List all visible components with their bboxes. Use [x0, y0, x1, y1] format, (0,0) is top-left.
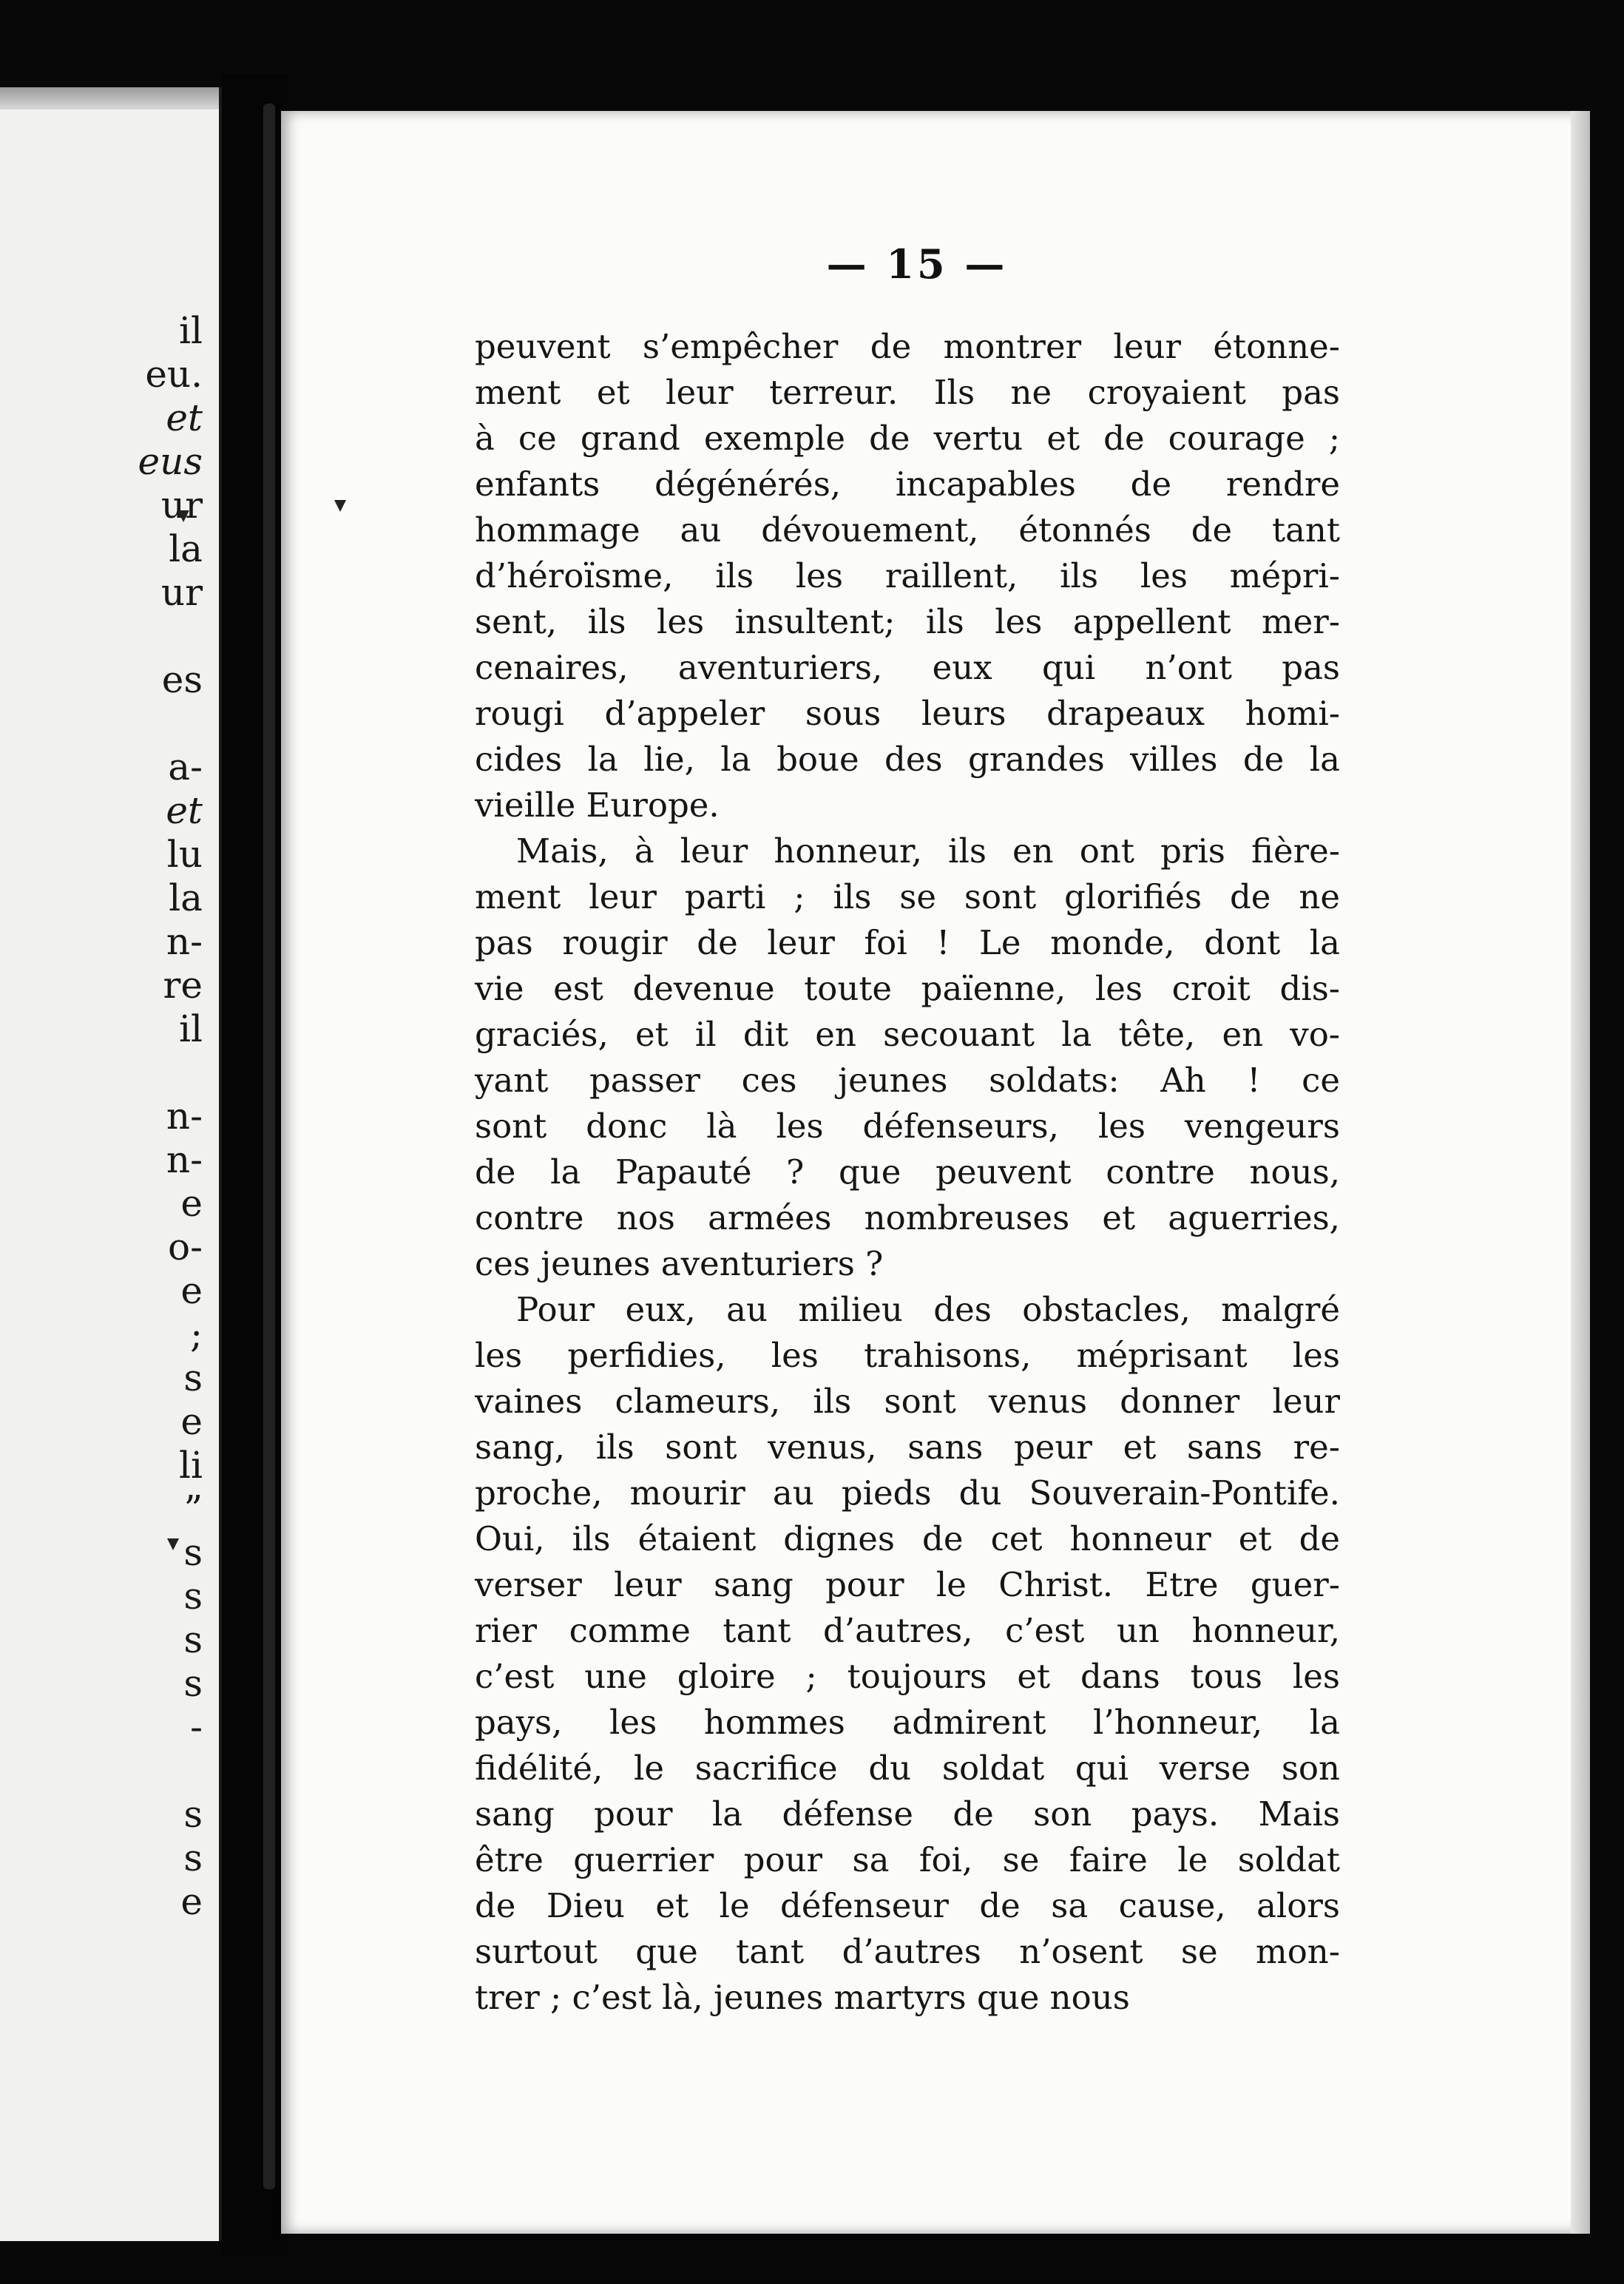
previous-page-line-fragment: s	[183, 1356, 203, 1399]
text-line: ment leur parti ; ils se sont glorifiés de ne	[475, 877, 1340, 916]
text-line: sont donc là les défenseurs, les vengeurs	[475, 1106, 1340, 1146]
text-line: pays, les hommes admirent l’honneur, la	[475, 1703, 1340, 1742]
previous-page-line-fragment: s	[183, 1837, 203, 1879]
book-gutter	[222, 74, 288, 2256]
text-line: être guerrier pour sa foi, se faire le soldat	[475, 1840, 1340, 1879]
page-edge	[0, 87, 219, 109]
previous-page-line-fragment: ur	[160, 484, 203, 527]
binding-mark	[167, 1538, 179, 1550]
previous-page-line-fragment: e	[180, 1400, 203, 1443]
text-line: proche, mourir au pieds du Souverain-Pontife.	[475, 1473, 1340, 1513]
previous-page-line-fragment: lu	[166, 833, 203, 876]
text-line: rougi d’appeler sous leurs drapeaux homi-	[475, 694, 1340, 733]
previous-page-line-fragment: s	[183, 1575, 203, 1618]
text-line: de Dieu et le défenseur de sa cause, alors	[475, 1886, 1340, 1925]
previous-page-line-fragment: s	[183, 1662, 203, 1705]
text-line: cides la lie, la boue des grandes villes de la	[475, 740, 1340, 779]
paragraph	[475, 1287, 1340, 2021]
text-line: vieille Europe.	[475, 785, 720, 825]
text-line: vaines clameurs, ils sont venus donner leur	[475, 1382, 1340, 1421]
page-right-edge	[1571, 111, 1590, 2234]
previous-page-line-fragment: li	[179, 1444, 203, 1487]
page-number: — 15 —	[826, 240, 1008, 288]
text-line: d’héroïsme, ils les raillent, ils les mépri-	[475, 556, 1340, 595]
text-line: graciés, et il dit en secouant la tête, en vo-	[475, 1015, 1340, 1054]
previous-page-line-fragment: eus	[138, 440, 203, 483]
previous-page-line-fragment: il	[179, 1007, 203, 1050]
text-line: rier comme tant d’autres, c’est un honneur,	[475, 1611, 1340, 1650]
text-line: vie est devenue toute païenne, les croit dis-	[475, 969, 1340, 1008]
previous-page-line-fragment: eu.	[145, 353, 203, 396]
text-line: fidélité, le sacrifice du soldat qui verse son	[475, 1749, 1340, 1788]
text-line: trer ; c’est là, jeunes martyrs que nous	[475, 1978, 1130, 2017]
previous-page-line-fragment: et	[166, 789, 203, 832]
previous-page-line-fragment	[0, 1051, 214, 1095]
text-line: Pour eux, au milieu des obstacles, malgré	[516, 1290, 1340, 1329]
text-line: hommage au dévouement, étonnés de tant	[475, 510, 1340, 550]
text-line: Oui, ils étaient dignes de cet honneur et de	[475, 1519, 1340, 1558]
previous-page-line-fragment: et	[166, 396, 203, 439]
text-line: les perfidies, les trahisons, méprisant les	[475, 1336, 1340, 1375]
previous-page-line-fragment: n-	[166, 1095, 203, 1138]
previous-page-line-fragment: e	[180, 1880, 203, 1923]
previous-page-line-fragment: s	[183, 1618, 203, 1661]
previous-page-line-fragment: la	[169, 527, 203, 570]
previous-page-line-fragment: n-	[166, 1138, 203, 1181]
previous-page-line-fragment: ur	[160, 571, 203, 614]
previous-page-line-fragment: la	[169, 876, 203, 919]
text-line: verser leur sang pour le Christ. Etre guer-	[475, 1565, 1340, 1604]
previous-page-line-fragment	[0, 702, 214, 746]
previous-page-line-fragment: e	[180, 1182, 203, 1225]
text-line: ces jeunes aventuriers ?	[475, 1244, 884, 1283]
text-line: contre nos armées nombreuses et aguerries,	[475, 1198, 1340, 1237]
previous-page-line-fragment: -	[190, 1706, 203, 1749]
text-line: enfants dégénérés, incapables de rendre	[475, 464, 1340, 504]
previous-page-line-fragment: es	[161, 658, 203, 701]
text-line: Mais, à leur honneur, ils en ont pris fière-	[516, 831, 1340, 871]
previous-page-line-fragment: ”	[183, 1487, 203, 1530]
previous-page-line-fragment: re	[163, 964, 203, 1007]
previous-page-line-fragment: a-	[168, 746, 203, 788]
previous-page-line-fragment: s	[183, 1531, 203, 1574]
text-line: c’est une gloire ; toujours et dans tous les	[475, 1657, 1340, 1696]
previous-page-fragment	[0, 87, 223, 2241]
text-line: surtout que tant d’autres n’osent se mon-	[475, 1932, 1340, 1971]
text-line: sang, ils sont venus, sans peur et sans re-	[475, 1428, 1340, 1467]
binding-mark	[334, 500, 346, 512]
text-line: yant passer ces jeunes soldats: Ah ! ce	[475, 1061, 1340, 1100]
previous-page-line-fragment	[0, 615, 214, 658]
text-line: sang pour la défense de son pays. Mais	[475, 1794, 1340, 1834]
text-line: cenaires, aventuriers, eux qui n’ont pas	[475, 648, 1340, 687]
binding-mark	[177, 510, 189, 522]
text-line: sent, ils les insultent; ils les appellent mer-	[475, 602, 1340, 641]
text-line: ment et leur terreur. Ils ne croyaient pas	[475, 373, 1340, 412]
text-line: pas rougir de leur foi ! Le monde, dont la	[475, 923, 1340, 962]
previous-page-line-fragment: ;	[190, 1313, 203, 1356]
previous-page-line-fragment: s	[183, 1793, 203, 1836]
text-line: peuvent s’empêcher de montrer leur étonne-	[475, 327, 1340, 366]
previous-page-line-fragment: o-	[168, 1226, 203, 1268]
page-body-text	[475, 324, 1340, 2021]
previous-page-line-fragment	[0, 1749, 214, 1793]
previous-page-text-fragments	[0, 309, 214, 1924]
text-line: de la Papauté ? que peuvent contre nous,	[475, 1152, 1340, 1192]
text-line: à ce grand exemple de vertu et de courage ;	[475, 419, 1340, 458]
paragraph	[475, 828, 1340, 1287]
previous-page-line-fragment: il	[179, 309, 203, 352]
previous-page-line-fragment: e	[180, 1269, 203, 1312]
paragraph	[475, 324, 1340, 828]
binding-spine	[263, 104, 275, 2189]
previous-page-line-fragment: n-	[166, 920, 203, 963]
